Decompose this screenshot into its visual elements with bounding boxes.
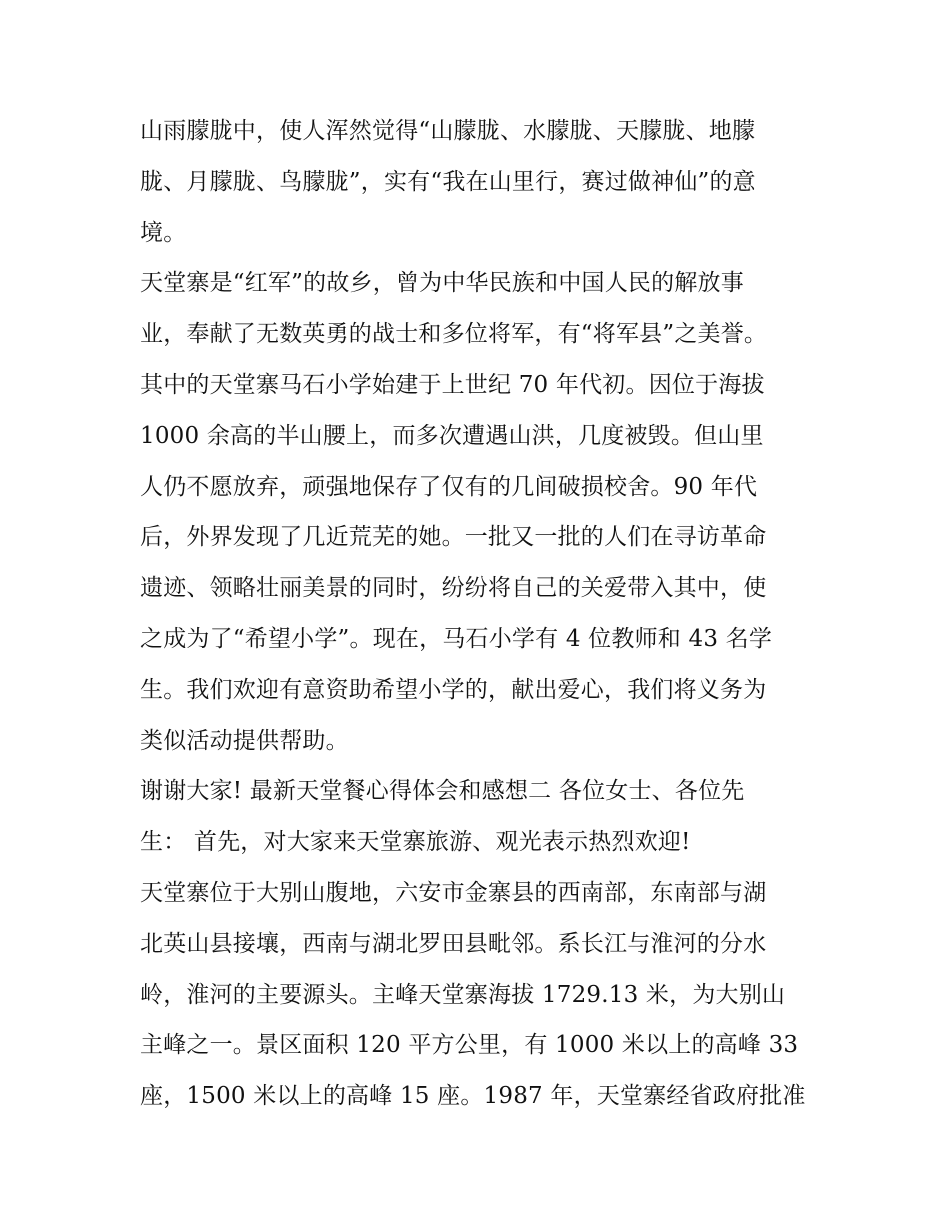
text-line: 谢谢大家! 最新天堂餐心得体会和感想二 各位女士、各位先 — [140, 778, 745, 805]
text-line: 天堂寨位于大别山腹地，六安市金寨县的西南部，东南部与湖 — [140, 879, 767, 906]
document-body — [140, 106, 830, 1122]
text-line: 1000 余高的半山腰上，而多次遭遇山洪，几度被毁。但山里 — [140, 422, 764, 449]
text-line: 之成为了“希望小学”。现在，马石小学有 4 位教师和 43 名学 — [140, 625, 773, 652]
text-line: 主峰之一。景区面积 120 平方公里，有 1000 米以上的高峰 33 — [140, 1032, 799, 1059]
text-line: 生。我们欢迎有意资助希望小学的，献出爱心，我们将义务为 — [140, 676, 767, 703]
text-line: 人仍不愿放弃，顽强地保存了仅有的几间破损校舍。90 年代 — [140, 473, 758, 500]
text-line: 境。 — [140, 219, 187, 246]
text-line: 座，1500 米以上的高峰 15 座。1987 年，天堂寨经省政府批准 — [140, 1083, 806, 1110]
text-line: 其中的天堂寨马石小学始建于上世纪 70 年代初。因位于海拔 — [140, 371, 765, 398]
text-line: 北英山县接壤，西南与湖北罗田县毗邻。系长江与淮河的分水 — [140, 930, 767, 957]
text-line: 遗迹、领略壮丽美景的同时，纷纷将自己的关爱带入其中，使 — [140, 575, 767, 602]
text-line: 后，外界发现了几近荒芜的她。一批又一批的人们在寻访革命 — [140, 524, 767, 551]
text-line: 类似活动提供帮助。 — [140, 727, 349, 754]
text-line: 天堂寨是“红军”的故乡，曾为中华民族和中国人民的解放事 — [140, 270, 744, 297]
text-line: 胧、月朦胧、鸟朦胧”，实有“我在山里行，赛过做神仙”的意 — [140, 168, 756, 195]
text-line: 生： 首先，对大家来天堂寨旅游、观光表示热烈欢迎! — [140, 829, 691, 856]
text-line: 山雨朦胧中，使人浑然觉得“山朦胧、水朦胧、天朦胧、地朦 — [140, 118, 756, 144]
text-line: 岭，淮河的主要源头。主峰天堂寨海拔 1729.13 米，为大别山 — [140, 981, 786, 1008]
text-line: 业，奉献了无数英勇的战士和多位将军，有“将军县”之美誉。 — [140, 321, 768, 348]
